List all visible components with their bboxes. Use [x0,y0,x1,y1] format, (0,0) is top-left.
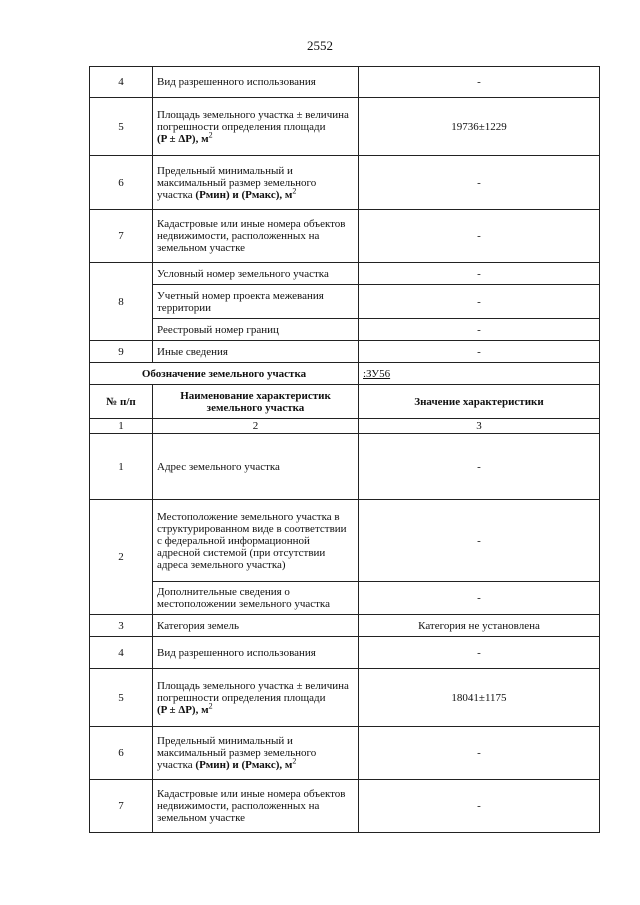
row-value: Категория не установлена [359,615,600,637]
row-value: - [359,319,600,341]
table-row [90,67,600,98]
row-label: Условный номер земельного участка [153,263,359,285]
row-value: - [359,637,600,669]
row-label-formula: (Pмин) и (Pмакс), м [195,759,293,771]
row-number: 2 [90,500,153,615]
row-label [153,98,359,156]
table-row [90,669,600,727]
table-row [90,341,600,363]
land-plot-table [89,66,600,833]
row-label-formula: (P ± ΔP), м [157,703,209,716]
designation-row [90,363,600,385]
row-label [153,669,359,727]
row-value: - [359,341,600,363]
table-row [90,615,600,637]
row-number: 8 [90,263,153,341]
column-numbers-row [90,419,600,434]
row-label [153,727,359,780]
column-number: 2 [153,419,359,434]
table-row [90,434,600,500]
table-row [90,263,600,285]
row-value: - [359,263,600,285]
table-header-row [90,385,600,419]
row-value: - [359,780,600,833]
row-label: Реестровый номер границ [153,319,359,341]
row-label: Категория земель [153,615,359,637]
row-label: Адрес земельного участка [153,434,359,500]
row-label-text: Предельный минимальный и максимальный размер земельного участка [157,735,317,771]
row-label-text: Предельный минимальный и максимальный размер земельного участка [157,164,317,201]
table-row [90,582,600,615]
row-number: 5 [90,98,153,156]
row-value: - [359,727,600,780]
table-row [90,637,600,669]
row-label: Кадастровые или иные номера объектов недвижимости, расположенных на земельном участке [153,210,359,263]
superscript: 2 [208,700,213,710]
row-value: - [359,156,600,210]
row-value: - [359,210,600,263]
row-label: Учетный номер проекта межевания территории [153,285,359,319]
table-row [90,210,600,263]
superscript: 2 [292,756,297,766]
table-row [90,156,600,210]
row-number: 5 [90,669,153,727]
row-number: 6 [90,727,153,780]
column-number: 3 [359,419,600,434]
row-number: 6 [90,156,153,210]
table-row [90,727,600,780]
row-label-text: Площадь земельного участка ± величина погрешности определения площади [157,679,349,704]
row-number: 9 [90,341,153,363]
row-value: - [359,582,600,615]
row-label: Вид разрешенного использования [153,637,359,669]
row-label-formula: (P ± ΔP), м [157,132,209,145]
row-value: - [359,434,600,500]
row-label: Иные сведения [153,341,359,363]
column-header-value: Значение характеристики [359,385,600,419]
row-label-text: Площадь земельного участка ± величина погрешности определения площади [157,108,349,133]
row-value: - [359,67,600,98]
row-number: 1 [90,434,153,500]
table-row [90,98,600,156]
table-row [90,500,600,582]
row-label: Вид разрешенного использования [153,67,359,98]
table-row [90,285,600,319]
row-value: - [359,500,600,582]
row-number: 4 [90,637,153,669]
row-number: 7 [90,780,153,833]
row-value: 19736±1229 [359,98,600,156]
column-header-number: № п/п [90,385,153,419]
row-label: Дополнительные сведения о местоположении земельного участка [153,582,359,615]
row-number: 4 [90,67,153,98]
table-row [90,780,600,833]
row-value: - [359,285,600,319]
row-value: 18041±1175 [359,669,600,727]
row-label: Кадастровые или иные номера объектов недвижимости, расположенных на земельном участке [153,780,359,833]
table-row [90,319,600,341]
designation-value: :ЗУ56 [359,363,600,385]
row-label [153,156,359,210]
row-number: 3 [90,615,153,637]
column-number: 1 [90,419,153,434]
row-number: 7 [90,210,153,263]
column-header-name: Наименование характеристик земельного участка [153,385,359,419]
superscript: 2 [208,129,213,139]
row-label: Местоположение земельного участка в структурированном виде в соответствии с федеральной информационной адресной системой (при отсутствии адреса земельного участка) [153,500,359,582]
page-number: 2552 [307,38,333,53]
row-label-formula: (Pмин) и (Pмакс), м [195,188,293,201]
superscript: 2 [292,185,297,195]
designation-label: Обозначение земельного участка [90,363,359,385]
